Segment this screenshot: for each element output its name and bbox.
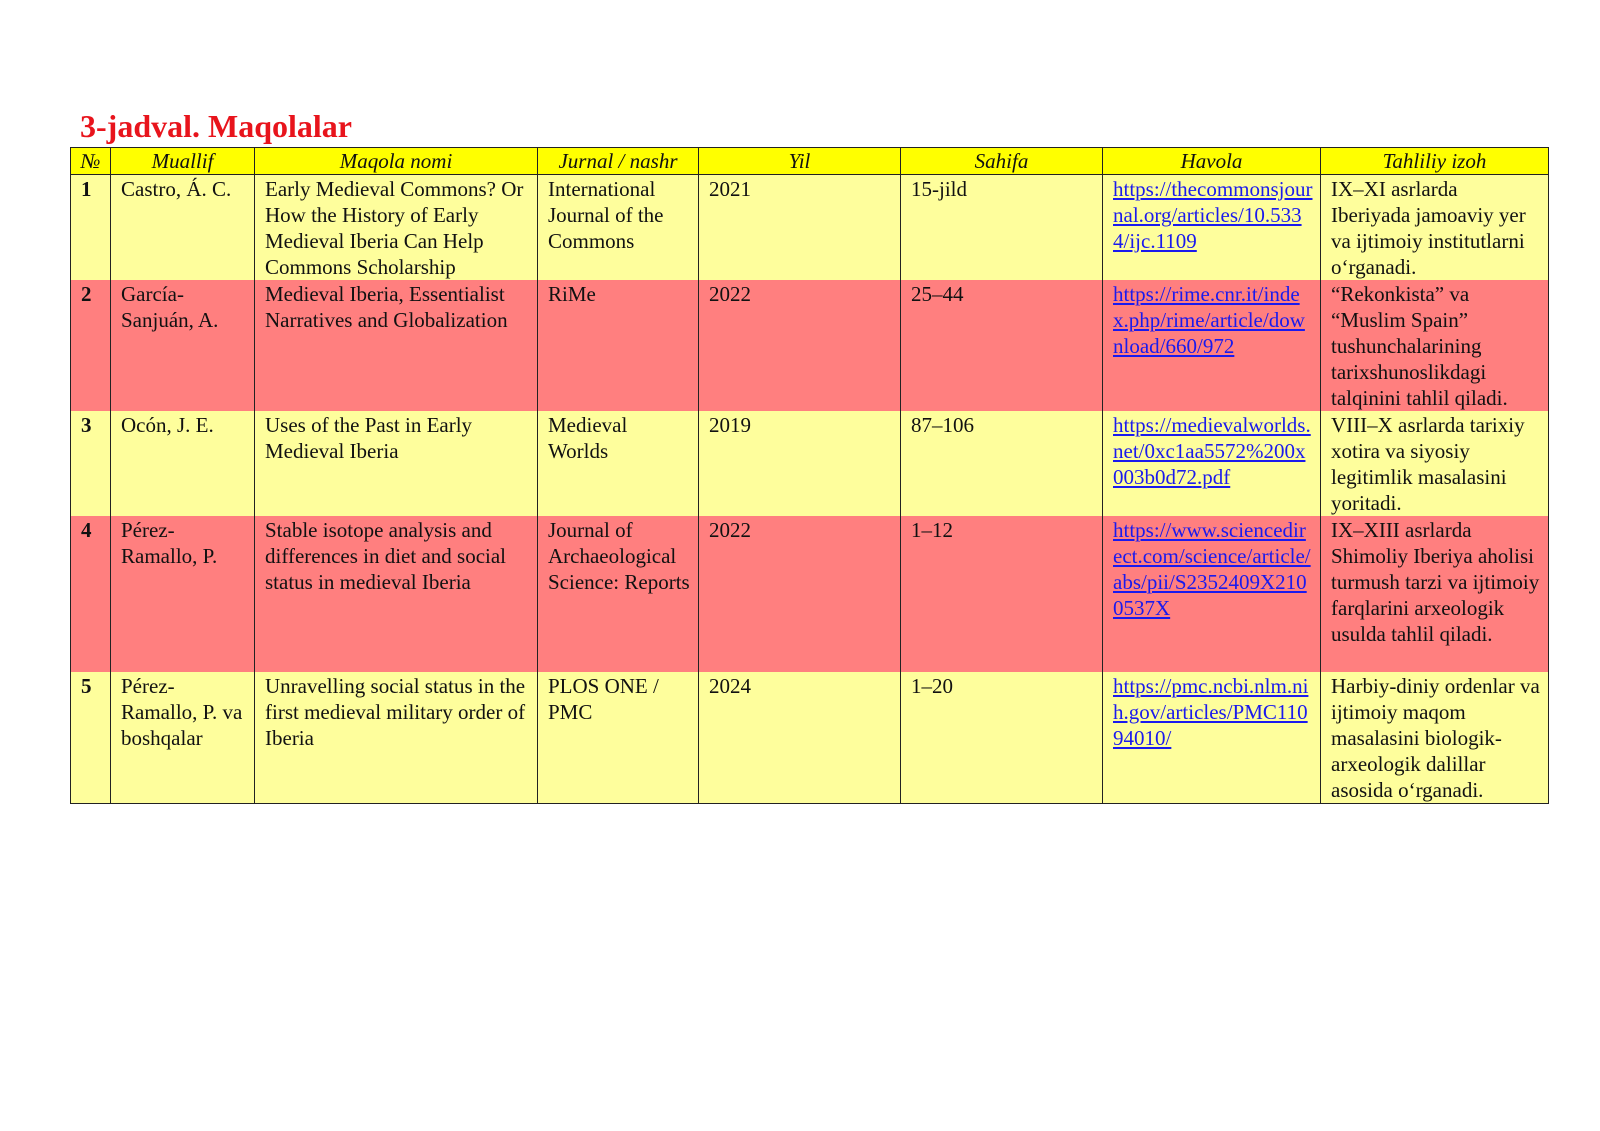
pages-cell: 87–106 <box>901 411 1103 516</box>
row-number: 4 <box>71 516 111 672</box>
journal-cell: PLOS ONE / PMC <box>538 672 699 804</box>
articles-table <box>70 147 1549 804</box>
table-row <box>71 411 1549 516</box>
author-cell: Castro, Á. C. <box>111 175 255 281</box>
journal-cell: Medieval Worlds <box>538 411 699 516</box>
article-title-cell: Stable isotope analysis and differences in diet and social status in medieval Iberia <box>255 516 538 672</box>
article-link[interactable]: https://thecommonsjournal.org/articles/10.5334/ijc.1109 <box>1113 177 1313 253</box>
link-cell <box>1103 516 1321 672</box>
pages-cell: 1–20 <box>901 672 1103 804</box>
year-cell: 2019 <box>699 411 901 516</box>
table-header-row <box>71 148 1549 175</box>
header-link: Havola <box>1103 148 1321 175</box>
link-cell <box>1103 280 1321 411</box>
row-number: 2 <box>71 280 111 411</box>
link-cell <box>1103 672 1321 804</box>
article-title-cell: Uses of the Past in Early Medieval Iberia <box>255 411 538 516</box>
pages-cell: 25–44 <box>901 280 1103 411</box>
article-link[interactable]: https://medievalworlds.net/0xc1aa5572%200x003b0d72.pdf <box>1113 413 1311 489</box>
year-cell: 2024 <box>699 672 901 804</box>
article-link[interactable]: https://pmc.ncbi.nlm.nih.gov/articles/PMC11094010/ <box>1113 674 1309 750</box>
author-cell: Pérez-Ramallo, P. va boshqalar <box>111 672 255 804</box>
header-article-title: Maqola nomi <box>255 148 538 175</box>
pages-cell: 1–12 <box>901 516 1103 672</box>
link-cell <box>1103 175 1321 281</box>
article-title-cell: Early Medieval Commons? Or How the History of Early Medieval Iberia Can Help Commons Scholarship <box>255 175 538 281</box>
header-journal: Jurnal / nashr <box>538 148 699 175</box>
pages-cell: 15-jild <box>901 175 1103 281</box>
row-number: 3 <box>71 411 111 516</box>
journal-cell: Journal of Archaeological Science: Reports <box>538 516 699 672</box>
row-number: 1 <box>71 175 111 281</box>
header-author: Muallif <box>111 148 255 175</box>
header-note: Tahliliy izoh <box>1321 148 1549 175</box>
table-row <box>71 280 1549 411</box>
article-link[interactable]: https://www.sciencedirect.com/science/article/abs/pii/S2352409X2100537X <box>1113 518 1311 620</box>
note-cell: VIII–X asrlarda tarixiy xotira va siyosiy legitimlik masalasini yoritadi. <box>1321 411 1549 516</box>
note-cell: Harbiy-diniy ordenlar va ijtimoiy maqom masalasini biologik-arxeologik dalillar asosida oʻrganadi. <box>1321 672 1549 804</box>
journal-cell: RiMe <box>538 280 699 411</box>
year-cell: 2022 <box>699 280 901 411</box>
journal-cell: International Journal of the Commons <box>538 175 699 281</box>
article-title-cell: Unravelling social status in the first medieval military order of Iberia <box>255 672 538 804</box>
article-title-cell: Medieval Iberia, Essentialist Narratives and Globalization <box>255 280 538 411</box>
note-cell: “Rekonkista” va “Muslim Spain” tushunchalarining tarixshunoslikdagi talqinini tahlil qiladi. <box>1321 280 1549 411</box>
note-cell: IX–XI asrlarda Iberiyada jamoaviy yer va ijtimoiy institutlarni oʻrganadi. <box>1321 175 1549 281</box>
year-cell: 2022 <box>699 516 901 672</box>
table-row <box>71 672 1549 804</box>
author-cell: Pérez-Ramallo, P. <box>111 516 255 672</box>
header-pages: Sahifa <box>901 148 1103 175</box>
table-row <box>71 516 1549 672</box>
header-number: № <box>71 148 111 175</box>
note-cell: IX–XIII asrlarda Shimoliy Iberiya aholisi turmush tarzi va ijtimoiy farqlarini arxeologik usulda tahlil qiladi. <box>1321 516 1549 672</box>
author-cell: Ocón, J. E. <box>111 411 255 516</box>
header-year: Yil <box>699 148 901 175</box>
page-title: 3-jadval. Maqolalar <box>80 108 352 144</box>
row-number: 5 <box>71 672 111 804</box>
article-link[interactable]: https://rime.cnr.it/index.php/rime/article/download/660/972 <box>1113 282 1305 358</box>
link-cell <box>1103 411 1321 516</box>
author-cell: García-Sanjuán, A. <box>111 280 255 411</box>
year-cell: 2021 <box>699 175 901 281</box>
table-row <box>71 175 1549 281</box>
